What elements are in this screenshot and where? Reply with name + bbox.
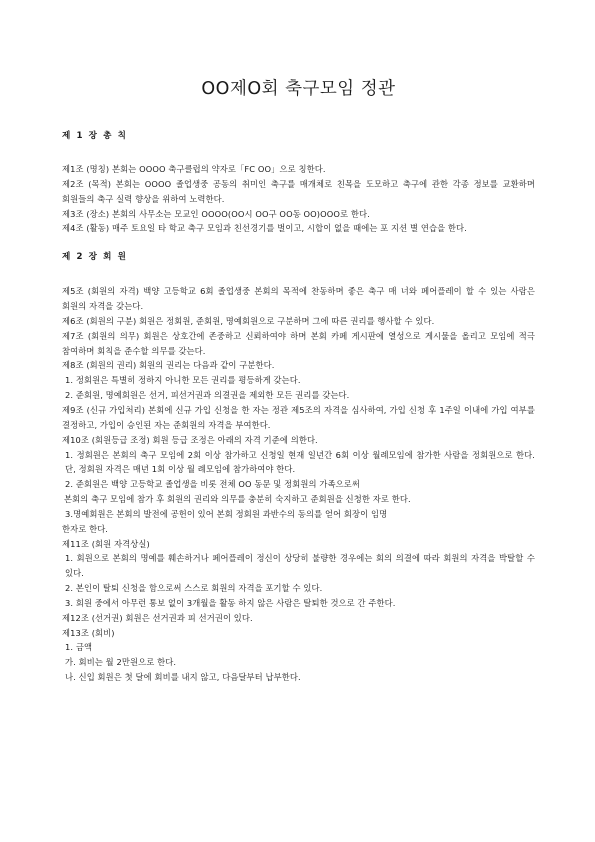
- article-13-item-1-ga: 가. 회비는 월 2만원으로 한다.: [65, 657, 177, 668]
- article-13: 제13조 (회비): [62, 627, 115, 638]
- article-3: 제3조 (장소) 본회의 사무소는 모교인 OOOO(OO시 OO구 OO동 OO)OOO로 한다.: [62, 208, 370, 219]
- article-10-item-2-cont: 본회의 축구 모임에 참가 후 회원의 권리와 의무를 충분히 숙지하고 준회원을 신청한 자로 한다.: [64, 494, 411, 505]
- article-11-item-3: 3. 회원 중에서 아무런 통보 없이 3개월을 활동 하지 않은 사람은 탈퇴한 것으로 간 주한다.: [65, 597, 396, 608]
- article-4: 제4조 (활동) 매주 토요일 타 학교 축구 모임과 친선경기를 벌이고, 시합이 없을 때에는 포 지션 별 연습을 한다.: [62, 223, 467, 234]
- article-10-item-3: 3.명예회원은 본회의 발전에 공헌이 있어 본회 정회원 과반수의 동의를 얻어 회장이 임명: [65, 508, 388, 519]
- chapter-1-body: [62, 162, 535, 236]
- article-11-item-1: 1. 회원으로 본회의 명예를 훼손하거나 페어플레이 정신이 상당히 불량한 경우에는 회의 의결에 따라 회원의 자격을 박탈할 수 있다.: [65, 553, 535, 579]
- chapter-2-heading: 제 2 장 회 원: [62, 252, 128, 263]
- article-13-item-1-na: 나. 신입 회원은 첫 달에 회비를 내지 않고, 다음달부터 납부한다.: [65, 672, 301, 683]
- article-6: 제6조 (회원의 구분) 회원은 정회원, 준회원, 명예회원으로 구분하며 그에 따른 권리를 행사할 수 있다.: [62, 315, 435, 326]
- chapter-2-body: [62, 284, 535, 685]
- article-10-item-3-cont: 한자로 한다.: [62, 523, 109, 534]
- article-9: 제9조 (신규 가입처리) 본회에 신규 가입 신청을 한 자는 정관 제5조의 자격을 심사하여, 가입 신청 후 1주일 이내에 가입 여부를 결정하고, 가입이 승인된 자는 준회원의 자격을 부여한다.: [62, 404, 535, 430]
- article-11-item-2: 2. 본인이 탈퇴 신청을 함으로써 스스로 회원의 자격을 포기할 수 있다.: [65, 583, 323, 594]
- article-7: 제7조 (회원의 의무) 회원은 상호간에 존중하고 신뢰하여야 하며 본회 카페 게시판에 열성으로 게시물을 올리고 모임에 적극 참여하며 회칙을 준수할 의무를 갖는다.: [62, 330, 535, 356]
- article-2: 제2조 (목적) 본회는 OOOO 졸업생중 공동의 취미인 축구를 매개체로 친목을 도모하고 축구에 관한 각종 정보를 교환하며 회원들의 축구 실력 향상을 위하여 노력한다.: [62, 178, 535, 204]
- article-8: 제8조 (회원의 권리) 회원의 권리는 다음과 같이 구분한다.: [62, 360, 275, 371]
- article-13-item-1: 1. 금액: [65, 642, 93, 653]
- article-11: 제11조 (회원 자격상실): [62, 538, 150, 549]
- article-8-item-2: 2. 준회원, 명예회원은 선거, 피선거권과 의결권을 제외한 모든 권리를 갖는다.: [65, 390, 350, 401]
- chapter-1-heading: 제 1 장 총 칙: [62, 131, 128, 141]
- article-8-item-1: 1. 정회원은 특별히 정하지 아니한 모든 권리를 평등하게 갖는다.: [65, 375, 301, 386]
- article-12: 제12조 (선거권) 회원은 선거권과 피 선거권이 있다.: [62, 612, 253, 623]
- article-5: 제5조 (회원의 자격) 백양 고등학교 6회 졸업생중 본회의 목적에 찬동하며 좋은 축구 매 너와 페어플레이 할 수 있는 사람은 회원의 자격을 갖는다.: [62, 286, 535, 312]
- article-10-item-2: 2. 준회원은 백양 고등학교 졸업생을 비롯 전체 OO 동문 및 정회원의 가족으로써: [65, 479, 360, 490]
- document-title: OO제O회 축구모임 정관: [201, 79, 396, 99]
- article-10: 제10조 (회원등급 조정) 회원 등급 조정은 아래의 자격 기준에 의한다.: [62, 434, 318, 445]
- article-1: 제1조 (명칭) 본회는 OOOO 축구클럽의 약자로「FC OO」으로 칭한다.: [62, 164, 326, 174]
- article-10-item-1: 1. 정회원은 본회의 축구 모임에 2회 이상 참가하고 신청일 현재 일년간 6회 이상 월례모임에 참가한 사람을 정회원으로 한다. 단, 정회원 자격은 매년 1회 이상 월 례모임에 참가하여야 한다.: [65, 449, 535, 475]
